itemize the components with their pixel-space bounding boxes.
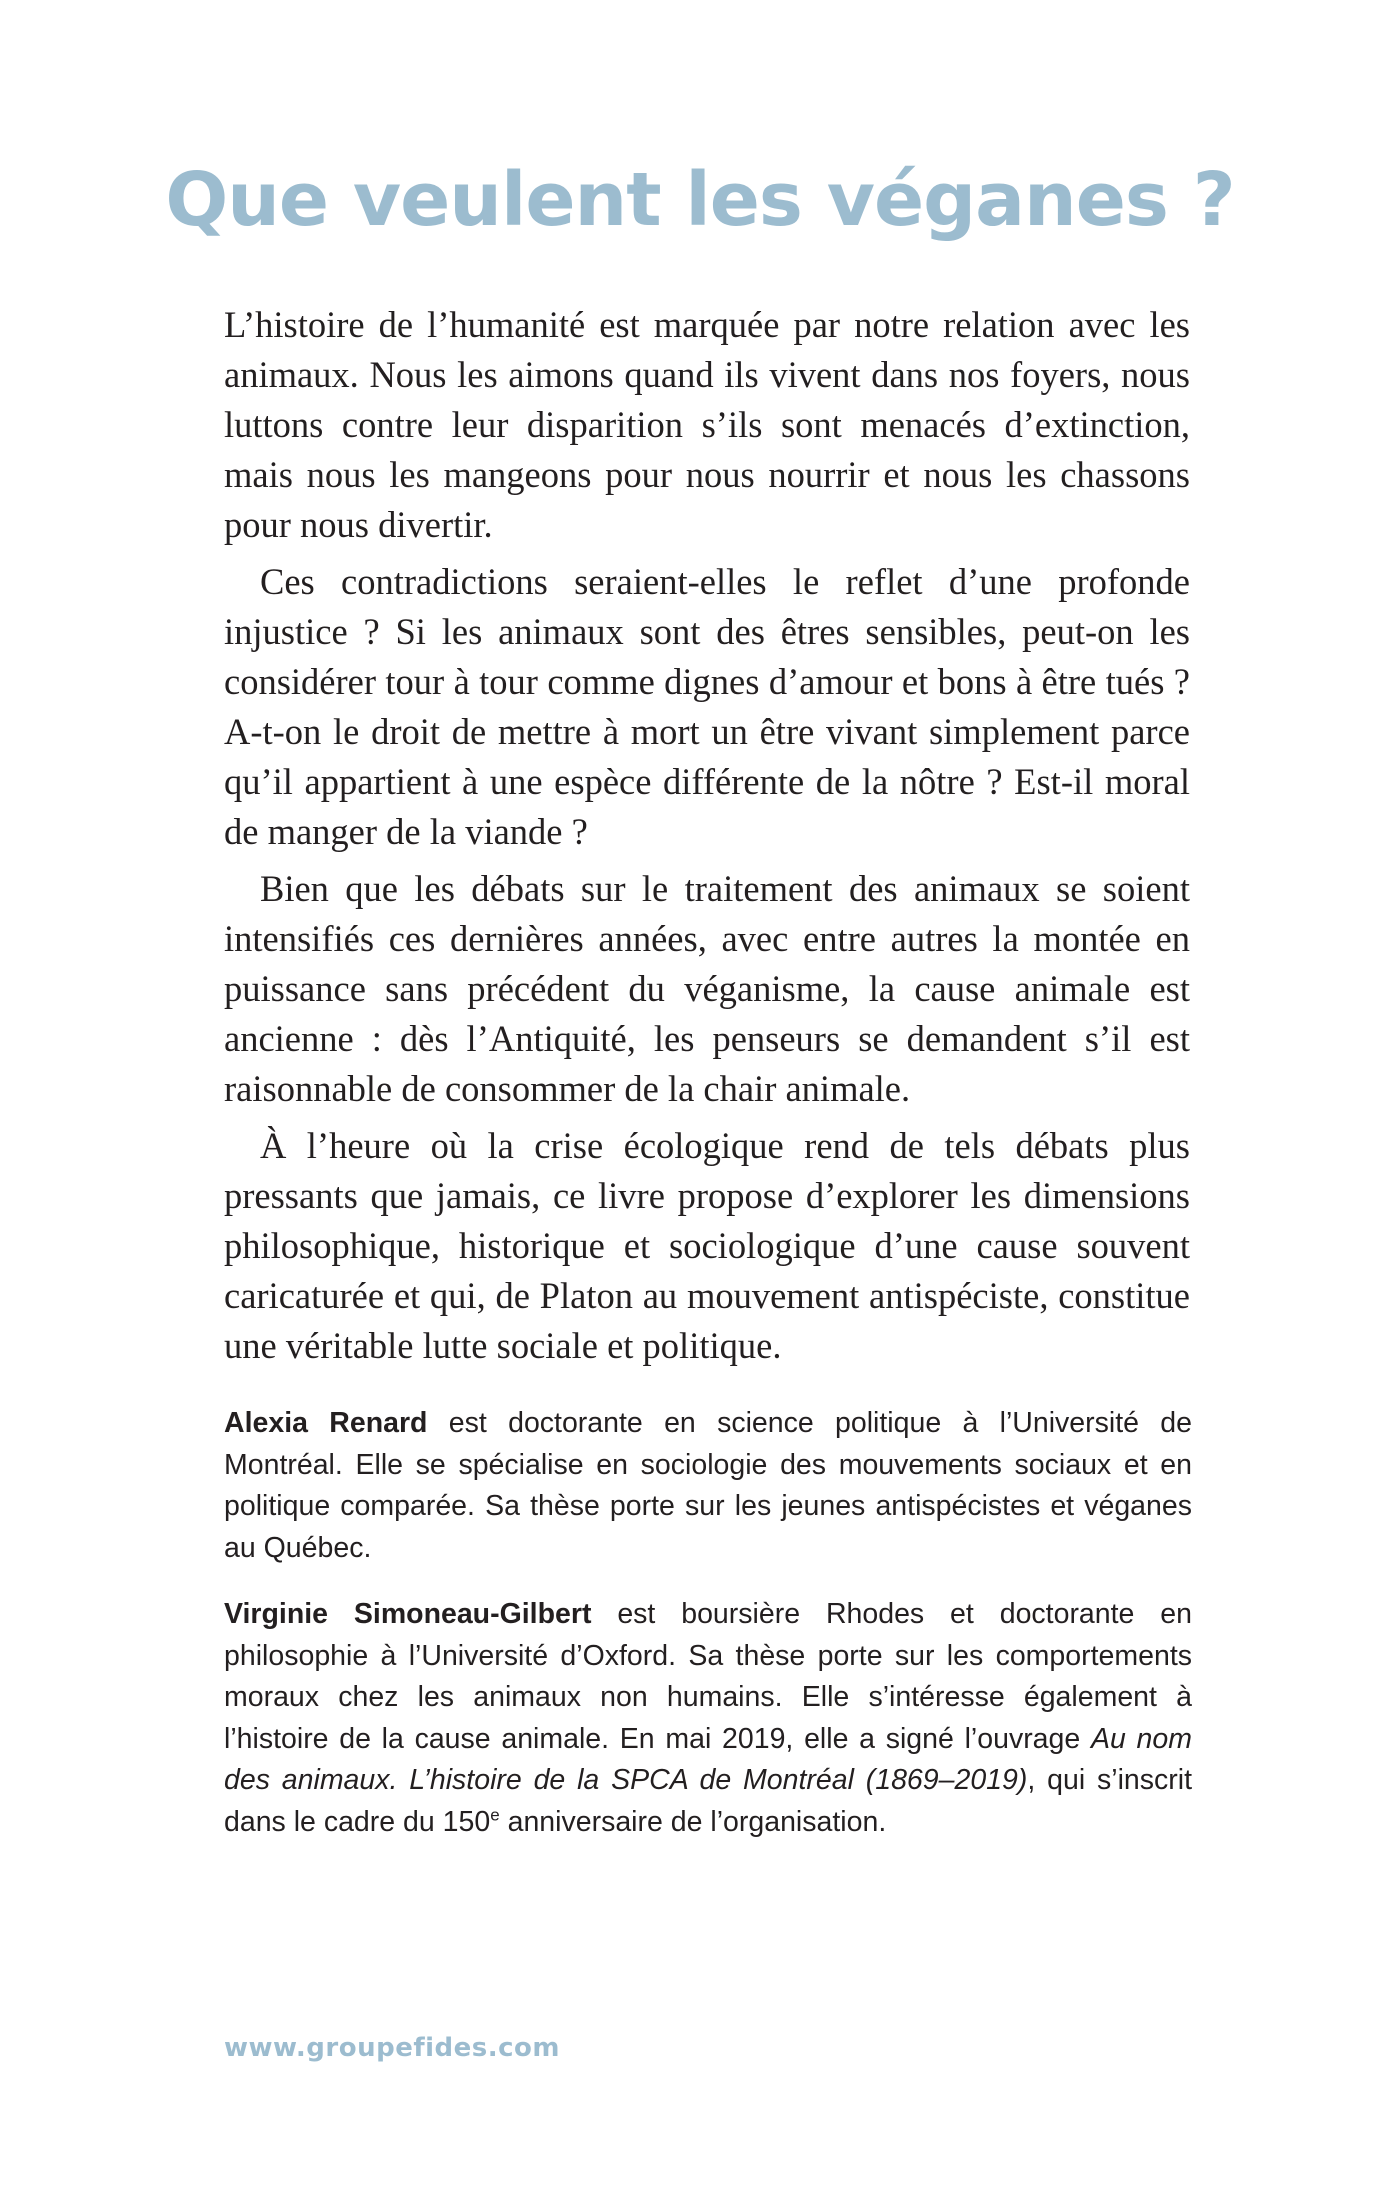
author-bio-text: anniversaire de l’organisation. [499,1805,887,1838]
book-title: Au nom des animaux. L’histoire de la SPCA de Montréal (1869–2019) [224,1722,1192,1796]
summary-text [224,300,1190,1371]
summary-paragraph: Bien que les débats sur le traitement des animaux se soient intensifiés ces dernières années, avec entre autres la montée en puissance sans précédent du véganisme, la cause animale est ancienne : dès l’Antiquité, les penseurs se demandent s’il est raisonnable de consommer de la chair animale. [224,868,1190,1109]
author-bio-text: est boursière Rhodes et doctorante en philosophie à l’Université d’Oxford. Sa thèse porte sur les comportements moraux chez les animaux non humains. Elle s’intéresse également à l’histoire de la cause animale. En mai 2019, elle a signé l’ouvrage [224,1598,1192,1755]
ordinal-superscript: e [490,1805,500,1824]
author-name: Virginie Simoneau-Gilbert [224,1598,592,1630]
author-bio-virginie-simoneau-gilbert [224,1594,1192,1843]
author-bio-text: est doctorante en science politique à l’Université de Montréal. Elle se spécialise en sociologie des mouvements sociaux et en politique comparée. Sa thèse porte sur les jeunes antispécistes et véganes au Québec. [224,1407,1192,1564]
author-name: Alexia Renard [224,1407,428,1439]
summary-paragraph: Ces contradictions seraient-elles le reflet d’une profonde injustice ? Si les animaux sont des êtres sensibles, peut-on les considérer tour à tour comme dignes d’amour et bons à être tués ? A-t-on le droit de mettre à mort un être vivant simplement parce qu’il appartient à une espèce différente de la nôtre ? Est-il moral de manger de la viande ? [224,561,1190,852]
summary-paragraph: L’histoire de l’humanité est marquée par notre relation avec les animaux. Nous les aimons quand ils vivent dans nos foyers, nous luttons contre leur disparition s’ils sont menacés d’extinction, mais nous les mangeons pour nous nourrir et nous les chassons pour nous divertir. [224,304,1190,545]
publisher-website: www.groupefides.com [224,2033,561,2063]
author-bio-alexia-renard [224,1403,1192,1569]
author-bio-text: , qui s’inscrit dans le cadre du 150 [224,1764,1192,1838]
page-title: Que veulent les véganes ? [165,157,1235,243]
summary-paragraph: À l’heure où la crise écologique rend de tels débats plus pressants que jamais, ce livre propose d’explorer les dimensions philosophique, historique et sociologique d’une cause souvent caricaturée et qui, de Platon au mouvement antispéciste, constitue une véritable lutte sociale et politique. [224,1125,1190,1366]
